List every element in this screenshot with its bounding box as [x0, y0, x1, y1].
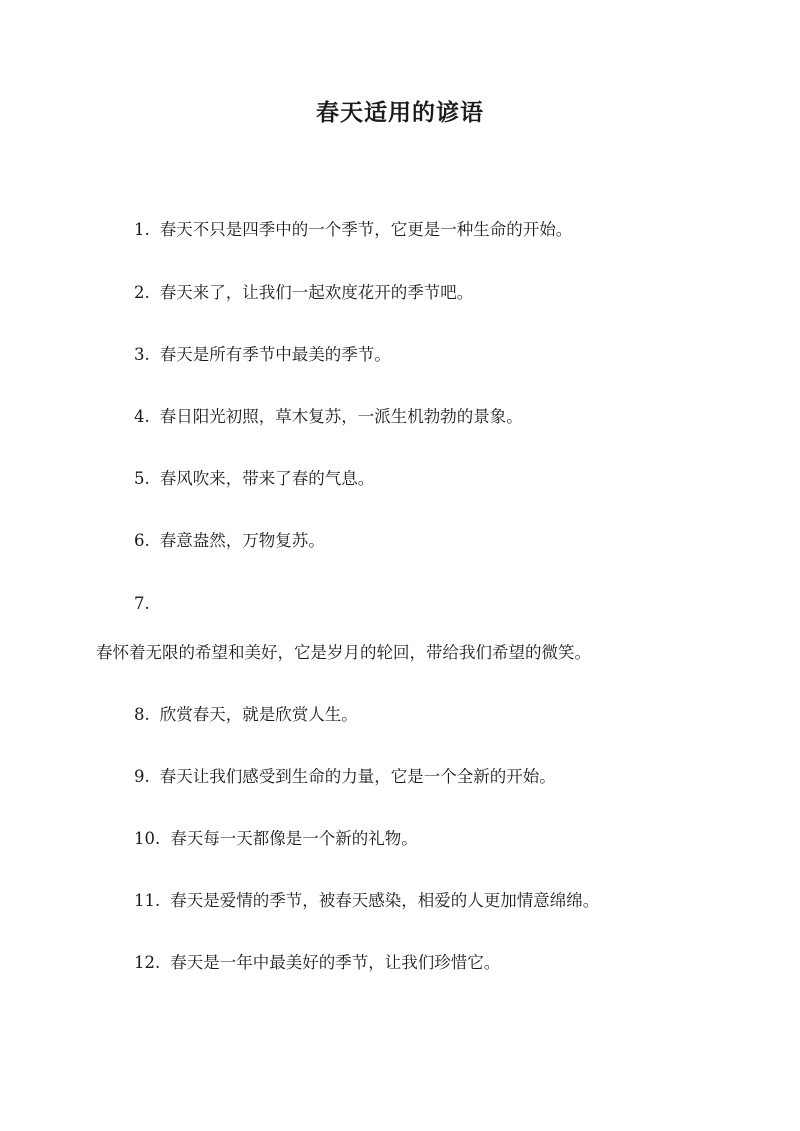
item-number: 9.: [134, 767, 150, 786]
list-item: [134, 344, 391, 366]
list-item: [134, 468, 374, 490]
list-item: [134, 593, 160, 615]
item-number: 8.: [134, 705, 150, 724]
item-text: 春风吹来，带来了春的气息。: [159, 469, 375, 488]
list-item: [134, 766, 556, 788]
item-text: 春天让我们感受到生命的力量，它是一个全新的开始。: [159, 767, 556, 786]
item-text: 春天来了，让我们一起欢度花开的季节吧。: [159, 283, 474, 302]
list-item: [134, 530, 325, 552]
item-number: 6.: [134, 531, 150, 550]
list-item: [134, 219, 572, 241]
item-number: 11.: [134, 891, 161, 910]
item-number: 3.: [134, 345, 150, 364]
item-text: 春天是爱情的季节，被春天感染，相爱的人更加情意绵绵。: [170, 891, 600, 910]
item-text: 春天不只是四季中的一个季节，它更是一种生命的开始。: [159, 220, 573, 239]
list-item: [134, 406, 523, 428]
item-text: 欣赏春天，就是欣赏人生。: [159, 705, 358, 724]
page-title: 春天适用的谚语: [316, 99, 484, 126]
item-number: 4.: [134, 407, 150, 426]
item-number: 10.: [134, 829, 161, 848]
item-text: 春意盎然，万物复苏。: [159, 531, 325, 550]
list-item: [134, 704, 358, 726]
item-text-wrapped: 春怀着无限的希望和美好，它是岁月的轮回，带给我们希望的微笑。: [96, 643, 591, 662]
item-number: 2.: [134, 283, 150, 302]
item-number: 7.: [134, 594, 150, 613]
list-item: [134, 828, 418, 850]
list-item: [134, 952, 500, 974]
list-item: [134, 890, 599, 912]
item-text: 春天是一年中最美好的季节，让我们珍惜它。: [170, 953, 501, 972]
list-item: [134, 282, 473, 304]
item-number: 5.: [134, 469, 150, 488]
item-text: 春天每一天都像是一个新的礼物。: [170, 829, 418, 848]
item-text: 春日阳光初照，草木复苏，一派生机勃勃的景象。: [159, 407, 523, 426]
item-text: 春天是所有季节中最美的季节。: [159, 345, 391, 364]
item-number: 12.: [134, 953, 161, 972]
item-number: 1.: [134, 220, 150, 239]
